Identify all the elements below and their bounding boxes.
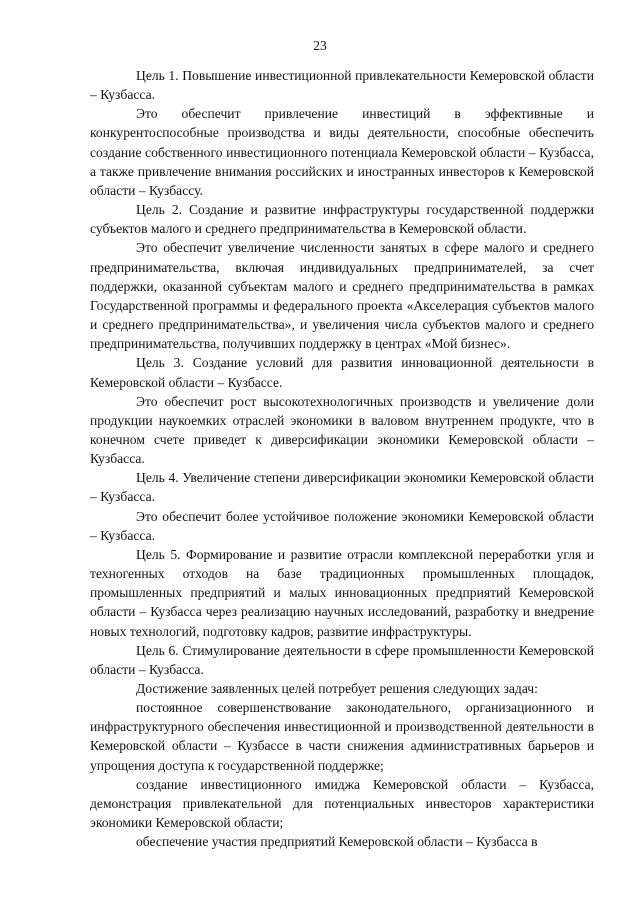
paragraph-goal-4-effect: Это обеспечит более устойчивое положение экономики Кемеровской области – Кузбасса. xyxy=(90,508,594,543)
paragraph-task-3: обеспечение участия предприятий Кемеровской области – Кузбасса в xyxy=(136,834,538,850)
paragraph-goal-4: Цель 4. Увеличение степени диверсификации экономики Кемеровской области – Кузбасса. xyxy=(90,470,594,505)
paragraph-task-2: создание инвестиционного имиджа Кемеровской области – Кузбасса, демонстрация привлекательной для потенциальных инвесторов характеристики экономики Кемеровской области; xyxy=(90,776,594,831)
paragraph-goal-1-effect: Это обеспечит привлечение инвестиций в эффективные и конкурентоспособные производства и виды деятельности, способные обеспечить создание собственного инвестиционного потенциала Кемеровской области – Кузбасса, а также привлечение внимания российских и иностранных инвесторов к Кемеровской области – Кузбассу. xyxy=(90,106,594,198)
paragraph-goal-6: Цель 6. Стимулирование деятельности в сфере промышленности Кемеровской области – Кузбасса. xyxy=(90,642,594,677)
paragraph-goal-3-effect: Это обеспечит рост высокотехнологичных производств и увеличение доли продукции наукоемких отраслей экономики в валовом внутреннем продукте, что в конечном счете приведет к диверсификации экономики Кемеровской области – Кузбасса. xyxy=(90,393,594,467)
paragraph-goal-3: Цель 3. Создание условий для развития инновационной деятельности в Кемеровской области – Кузбассе. xyxy=(90,355,594,390)
paragraph-goal-5: Цель 5. Формирование и развитие отрасли комплексной переработки угля и техногенных отходов на базе традиционных промышленных площадок, промышленных предприятий и малых инновационных предприятий Кемеровской области – Кузбасса через реализацию научных исследований, разработку и внедрение новых технологий, подготовку кадров, развитие инфраструктуры. xyxy=(90,546,594,639)
paragraph-goal-2-effect: Это обеспечит увеличение численности занятых в сфере малого и среднего предпринимательства, включая индивидуальных предпринимателей, за счет поддержки, оказанной субъектам малого и среднего предпринимательства в рамках Государственной программы и федерального проекта «Акселерация субъектов малого и среднего предпринимательства», и увеличения числа субъектов малого и среднего предпринимательства, получивших поддержку в центрах «Мой бизнес». xyxy=(90,240,594,352)
document-body xyxy=(90,66,594,851)
paragraph-goal-1: Цель 1. Повышение инвестиционной привлекательности Кемеровской области – Кузбасса. xyxy=(90,68,594,103)
paragraph-tasks-intro: Достижение заявленных целей потребует решения следующих задач: xyxy=(136,681,538,696)
page-number: 23 xyxy=(313,38,327,53)
paragraph-task-1: постоянное совершенствование законодательного, организационного и инфраструктурного обеспечения инвестиционной и производственной деятельности в Кемеровской области – Кузбассе в части снижения административных барьеров и упрощения доступа к государственной поддержке; xyxy=(90,700,594,773)
paragraph-goal-2: Цель 2. Создание и развитие инфраструктуры государственной поддержки субъектов малого и среднего предпринимательства в Кемеровской области. xyxy=(90,202,594,237)
